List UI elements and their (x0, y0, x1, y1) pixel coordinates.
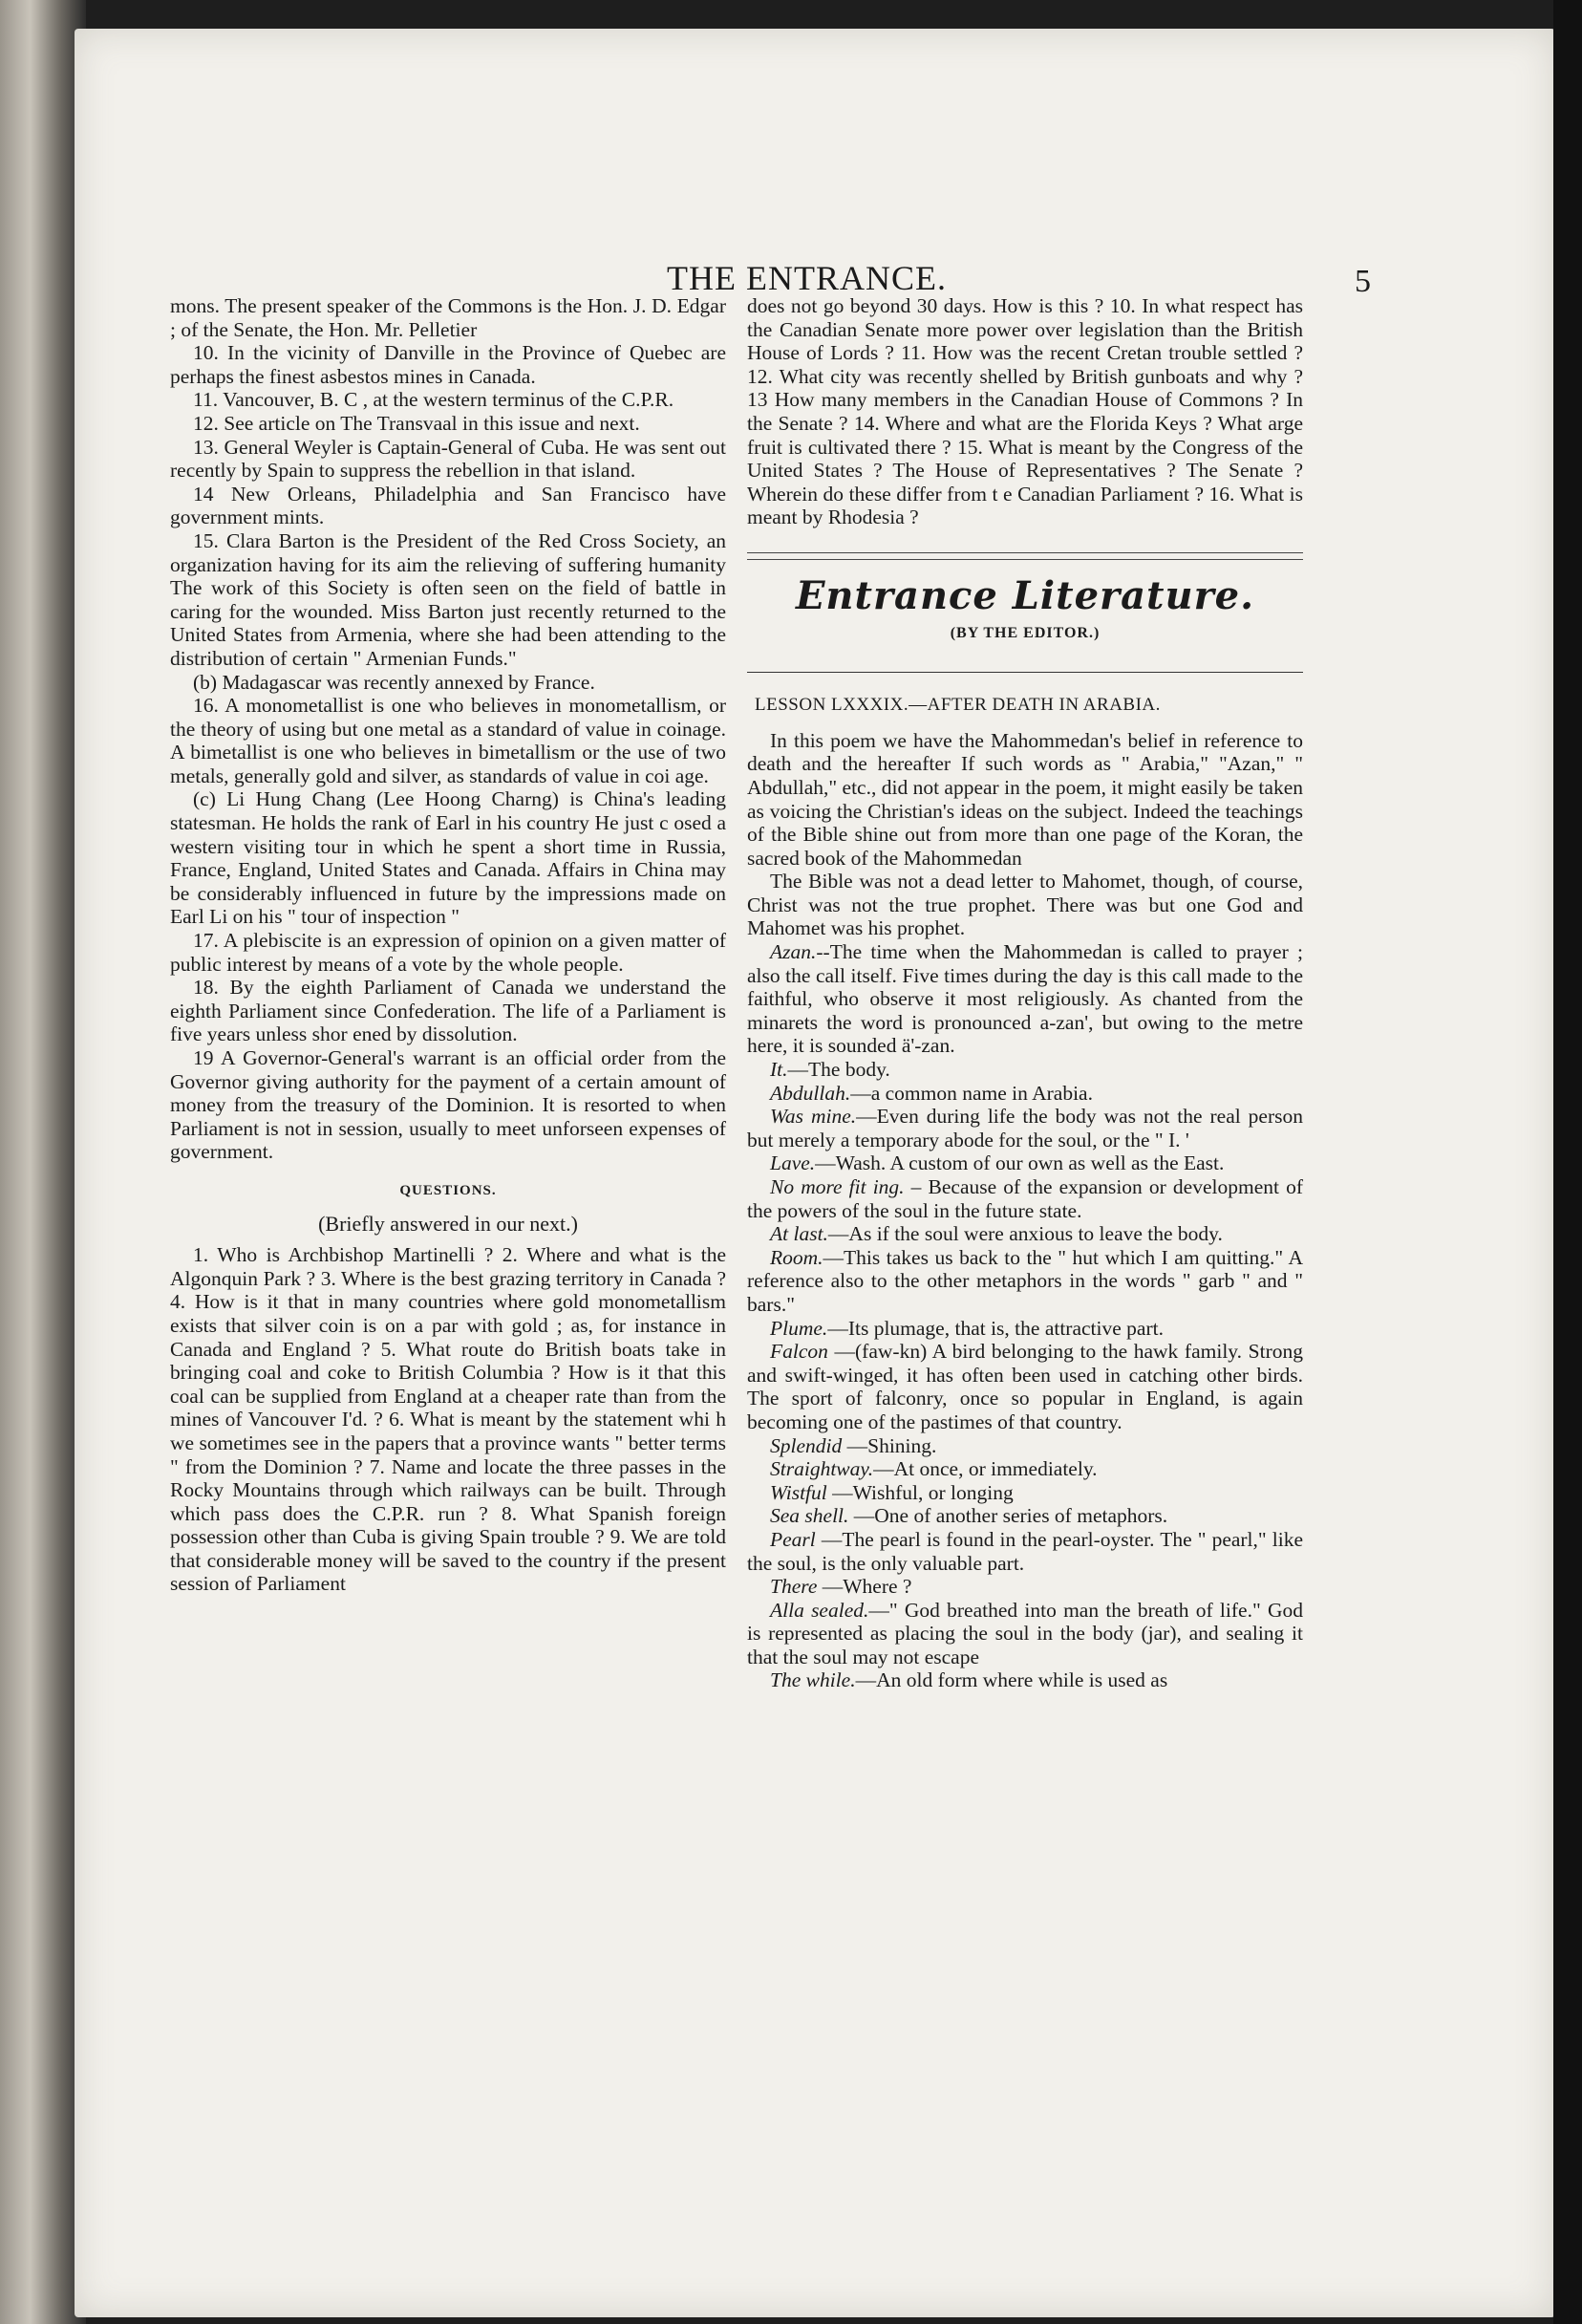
questions-text: 1. Who is Archbishop Martinelli ? 2. Where and what is the Algonquin Park ? 3. Where is the best grazing territory in Canada ? 4. How is it that in many countries where gold monometallism exists that silver coin is on a par with gold ; as, for instance in Canada and England ? 5. What route do British boats take in bringing coal and coke to British Columbia ? How is it that this coal can be supplied from England at a cheaper rate than from the mines of Vancouver I'd. ? 6. What is meant by the statement whi h we sometimes see in the papers that a province wants " better terms " from the Dominion ? 7. Name and locate the three passes in the Rocky Mountains through which railways can be built. Through which pass does the C.P.R. run ? 8. What Spanish foreign possession other than Cuba is giving Spain trouble ? 9. We are told that considerable money will be saved to the country if the present session of Parliament (170, 1243, 726, 1596)
intro-paragraph: The Bible was not a dead letter to Mahomet, though, of course, Christ was not the true prophet. There was but one God and Mahomet was his prophet. (747, 870, 1303, 940)
glossary-term: It. (770, 1058, 788, 1082)
left-column (170, 294, 726, 1596)
glossary-note (747, 1434, 1303, 1458)
questions-continued: does not go beyond 30 days. How is this ? 10. In what respect has the Canadian Senate more power over legislation than the British House of Lords ? 11. How was the recent Cretan trouble settled ? 12. What city was recently shelled by British gunboats and why ? 13 How many members in the Canadian House of Commons ? In the Senate ? 14. Where and what are the Florida Keys ? What arge fruit is cultivated there ? 15. What is meant by the Congress of the United States ? The House of Representatives ? The Senate ? Wherein do these differ from t e Canadian Parliament ? 16. What is meant by Rhodesia ? (747, 294, 1303, 529)
glossary-note (747, 1504, 1303, 1528)
glossary-definition: —This takes us back to the " hut which I am quitting." A reference also to the other metaphors in the words " garb " and " bars." (747, 1245, 1303, 1316)
glossary-definition: – Because of the expansion or development of the powers of the soul in the future state. (747, 1175, 1303, 1222)
glossary-term: Azan. (770, 940, 817, 964)
byline: (BY THE EDITOR.) (950, 624, 1101, 641)
glossary-term: Lave. (770, 1151, 816, 1175)
glossary-term: Wistful (770, 1480, 827, 1504)
glossary-note (747, 1575, 1303, 1599)
glossary-term: Plume. (770, 1316, 828, 1340)
scan-right-border (1553, 0, 1582, 2324)
glossary-term: The while. (770, 1668, 856, 1692)
answer-paragraph: 13. General Weyler is Captain-General of Cuba. He was sent out recently by Spain to suppress the rebellion in that island. (170, 435, 726, 483)
book-spine-edge (0, 0, 86, 2324)
glossary-definition: —An old form where while is used as (855, 1668, 1168, 1692)
answer-paragraph: 11. Vancouver, B. C , at the western terminus of the C.P.R. (193, 388, 674, 412)
questions-subheading: (Briefly answered in our next.) (318, 1211, 578, 1236)
glossary-definition: —One of another series of metaphors. (848, 1504, 1168, 1528)
answer-paragraph: mons. The present speaker of the Commons is the Hon. J. D. Edgar ; of the Senate, the Hon. Mr. Pelletier (170, 294, 726, 341)
glossary-definition: —The pearl is found in the pearl-oyster. The " pearl," like the soul, is the only valuable part. (747, 1527, 1303, 1575)
glossary-definition: —Even during life the body was not the real person but merely a temporary abode for the soul, or the " I. ' (747, 1105, 1303, 1151)
answer-paragraph: 16. A monometallist is one who believes in monometallism, or the theory of using but one metal as a standard of value in coinage. A bimetallist is one who believes in bimetallism or the use of two metals, generally gold and silver, as standards of value in coi age. (170, 694, 726, 787)
glossary-note (747, 1340, 1303, 1433)
running-title: THE ENTRANCE. (667, 259, 947, 297)
glossary-note (747, 1528, 1303, 1575)
glossary-definition: —Its plumage, that is, the attractive part. (827, 1316, 1164, 1340)
glossary-note (747, 1317, 1303, 1341)
answer-paragraph: (b) Madagascar was recently annexed by France. (193, 670, 595, 694)
glossary-term: There (770, 1575, 818, 1599)
glossary-note (747, 1175, 1303, 1222)
rule-divider (747, 672, 1303, 673)
answer-paragraph: 17. A plebiscite is an expression of opinion on a given matter of public interest by means of a vote by the whole people. (170, 929, 726, 976)
page-sheet (75, 29, 1555, 2317)
page-number: 5 (1355, 264, 1371, 299)
glossary-note (747, 940, 1303, 1058)
glossary-term: Sea shell. (770, 1504, 849, 1528)
glossary-definition: —At once, or immediately. (873, 1457, 1098, 1481)
glossary-definition: —(faw-kn) A bird belonging to the hawk family. Strong and swift-winged, it has often been used in catching other birds. The sport of falconry, once so popular in England, is again becoming one of the pastimes of that country. (747, 1340, 1303, 1433)
glossary-note (747, 1246, 1303, 1317)
glossary-note (747, 1668, 1303, 1692)
glossary-definition: —Shining. (842, 1433, 937, 1457)
glossary-note (747, 1058, 1303, 1082)
glossary-definition: —Where ? (817, 1575, 912, 1599)
right-column (747, 294, 1303, 1692)
glossary-note (747, 1222, 1303, 1246)
double-rule-divider (747, 552, 1303, 560)
glossary-term: Abdullah. (770, 1081, 851, 1105)
answer-paragraph: 19 A Governor-General's warrant is an official order from the Governor giving authority for the payment of a certain amount of money from the treasury of the Dominion. It is resorted to when Parliament is not in session, usually to meet unforseen expenses of government. (170, 1046, 726, 1164)
glossary-note (747, 1481, 1303, 1505)
questions-heading: QUESTIONS. (399, 1182, 497, 1198)
answer-paragraph: (c) Li Hung Chang (Lee Hoong Charng) is China's leading statesman. He holds the rank of Earl in his country He just c osed a western visiting tour in which he spent a short time in Russia, France, England, United States and Canada. Affairs in China may be considerably influenced in future by the impressions made on Earl Li on his " tour of inspection " (170, 787, 726, 929)
glossary-note (747, 1151, 1303, 1175)
glossary-definition: —" God breathed into man the breath of life." God is represented as placing the soul in the body (jar), and sealing it that the soul may not escape (747, 1598, 1303, 1668)
glossary-term: Straightway. (770, 1457, 874, 1481)
answer-paragraph: 12. See article on The Transvaal in this issue and next. (193, 411, 640, 435)
glossary-definition: —a common name in Arabia. (850, 1081, 1093, 1105)
intro-paragraph: In this poem we have the Mahommedan's belief in reference to death and the hereafter If such words as " Arabia," "Azan," " Abdullah," etc., did not appear in the poem, it might easily be taken as voicing the Christian's ideas on the subject. Indeed the teachings of the Bible shine out from more than one page of the Koran, the sacred book of the Mahommedan (747, 728, 1303, 870)
glossary-notes (747, 940, 1303, 1692)
section-title: Entrance Literature. (795, 572, 1255, 618)
glossary-term: Falcon (770, 1340, 828, 1364)
glossary-term: At last. (770, 1222, 828, 1246)
glossary-term: Splendid (770, 1433, 843, 1457)
answer-paragraph: 18. By the eighth Parliament of Canada we understand the eighth Parliament since Confederation. The life of a Parliament is five years unless shor ened by dissolution. (170, 976, 726, 1046)
glossary-term: Pearl (770, 1527, 816, 1551)
glossary-term: Room. (770, 1245, 823, 1269)
glossary-definition: —The body. (787, 1058, 890, 1082)
glossary-definition: —Wishful, or longing (826, 1480, 1014, 1504)
glossary-term: Alla sealed. (770, 1598, 869, 1622)
answer-paragraph: 14 New Orleans, Philadelphia and San Francisco have government mints. (170, 482, 726, 529)
glossary-definition: —Wash. A custom of our own as well as the East. (815, 1151, 1225, 1175)
glossary-note (747, 1599, 1303, 1669)
glossary-note (747, 1457, 1303, 1481)
glossary-definition: --The time when the Mahommedan is called to prayer ; also the call itself. Five times during the day is this call made to the faithful, who observe it most religiously. As chanted from the minarets the word is pronounced a-zan', but owing to the metre here, it is sounded ä'-zan. (747, 940, 1303, 1058)
answer-paragraph: 10. In the vicinity of Danville in the Province of Quebec are perhaps the finest asbestos mines in Canada. (170, 341, 726, 388)
glossary-term: No more fit ing. (770, 1175, 905, 1198)
lesson-title: LESSON LXXXIX.—AFTER DEATH IN ARABIA. (755, 695, 1161, 716)
answer-paragraph: 15. Clara Barton is the President of the Red Cross Society, an organization having for its aim the relieving of suffering humanity The work of this Society is often seen on the field of battle in caring for the wounded. Miss Barton just recently returned to the United States from Armenia, where she had been attending to the distribution of certain " Armenian Funds." (170, 528, 726, 670)
glossary-note (747, 1082, 1303, 1106)
glossary-note (747, 1105, 1303, 1151)
glossary-definition: —As if the soul were anxious to leave the body. (827, 1222, 1223, 1246)
glossary-term: Was mine. (770, 1105, 857, 1129)
